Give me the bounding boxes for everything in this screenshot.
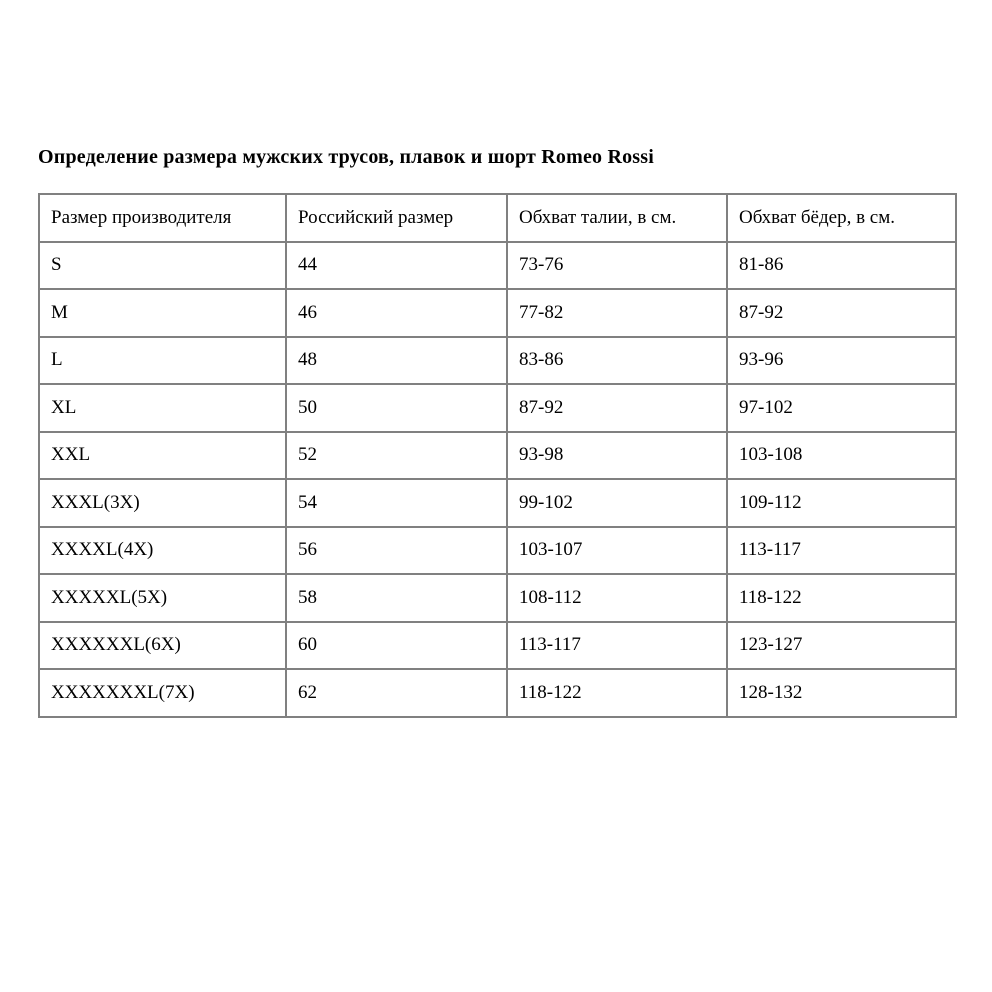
table-cell-hips-cm: 103-108 (727, 432, 956, 480)
table-row (39, 622, 956, 670)
page-title: Определение размера мужских трусов, плавок и шорт Romeo Rossi (38, 146, 655, 168)
table-cell-waist-cm: 108-112 (507, 574, 727, 622)
table-cell-russian-size: 50 (286, 384, 507, 432)
table-cell-russian-size: 52 (286, 432, 507, 480)
table-cell-hips-cm: 109-112 (727, 479, 956, 527)
table-cell-hips-cm: 123-127 (727, 622, 956, 670)
table-cell-manufacturer-size: L (39, 337, 286, 385)
table-cell-hips-cm: 128-132 (727, 669, 956, 717)
table-cell-manufacturer-size: M (39, 289, 286, 337)
table-cell-russian-size: 56 (286, 527, 507, 575)
table-cell-hips-cm: 87-92 (727, 289, 956, 337)
table-cell-manufacturer-size: XXXXL(4X) (39, 527, 286, 575)
table-row (39, 242, 956, 290)
table-cell-manufacturer-size: XL (39, 384, 286, 432)
table-cell-manufacturer-size: XXXXXXXL(7X) (39, 669, 286, 717)
table-cell-hips-cm: 97-102 (727, 384, 956, 432)
column-header-russian-size: Российский размер (286, 194, 507, 242)
table-cell-hips-cm: 81-86 (727, 242, 956, 290)
table-cell-russian-size: 48 (286, 337, 507, 385)
table-cell-waist-cm: 77-82 (507, 289, 727, 337)
table-cell-hips-cm: 118-122 (727, 574, 956, 622)
table-header-row (39, 194, 956, 242)
column-header-waist: Обхват талии, в см. (507, 194, 727, 242)
table-cell-manufacturer-size: XXL (39, 432, 286, 480)
table-cell-russian-size: 44 (286, 242, 507, 290)
table-cell-waist-cm: 113-117 (507, 622, 727, 670)
table-cell-russian-size: 58 (286, 574, 507, 622)
table-cell-hips-cm: 93-96 (727, 337, 956, 385)
table-cell-russian-size: 54 (286, 479, 507, 527)
table-cell-waist-cm: 103-107 (507, 527, 727, 575)
table-cell-waist-cm: 87-92 (507, 384, 727, 432)
table-cell-hips-cm: 113-117 (727, 527, 956, 575)
table-cell-waist-cm: 99-102 (507, 479, 727, 527)
table-cell-waist-cm: 93-98 (507, 432, 727, 480)
table-cell-russian-size: 60 (286, 622, 507, 670)
table-cell-manufacturer-size: XXXXXXL(6X) (39, 622, 286, 670)
table-cell-waist-cm: 118-122 (507, 669, 727, 717)
table-row (39, 574, 956, 622)
table-row (39, 432, 956, 480)
table-row (39, 669, 956, 717)
table-row (39, 384, 956, 432)
table-cell-russian-size: 62 (286, 669, 507, 717)
table-cell-manufacturer-size: XXXXXL(5X) (39, 574, 286, 622)
column-header-hips: Обхват бёдер, в см. (727, 194, 956, 242)
table-row (39, 479, 956, 527)
table-cell-waist-cm: 73-76 (507, 242, 727, 290)
table-cell-manufacturer-size: S (39, 242, 286, 290)
table-cell-russian-size: 46 (286, 289, 507, 337)
column-header-manufacturer-size: Размер производителя (39, 194, 286, 242)
table-row (39, 337, 956, 385)
table-row (39, 527, 956, 575)
size-chart-table (38, 193, 957, 718)
table-row (39, 289, 956, 337)
table-cell-waist-cm: 83-86 (507, 337, 727, 385)
table-cell-manufacturer-size: XXXL(3X) (39, 479, 286, 527)
